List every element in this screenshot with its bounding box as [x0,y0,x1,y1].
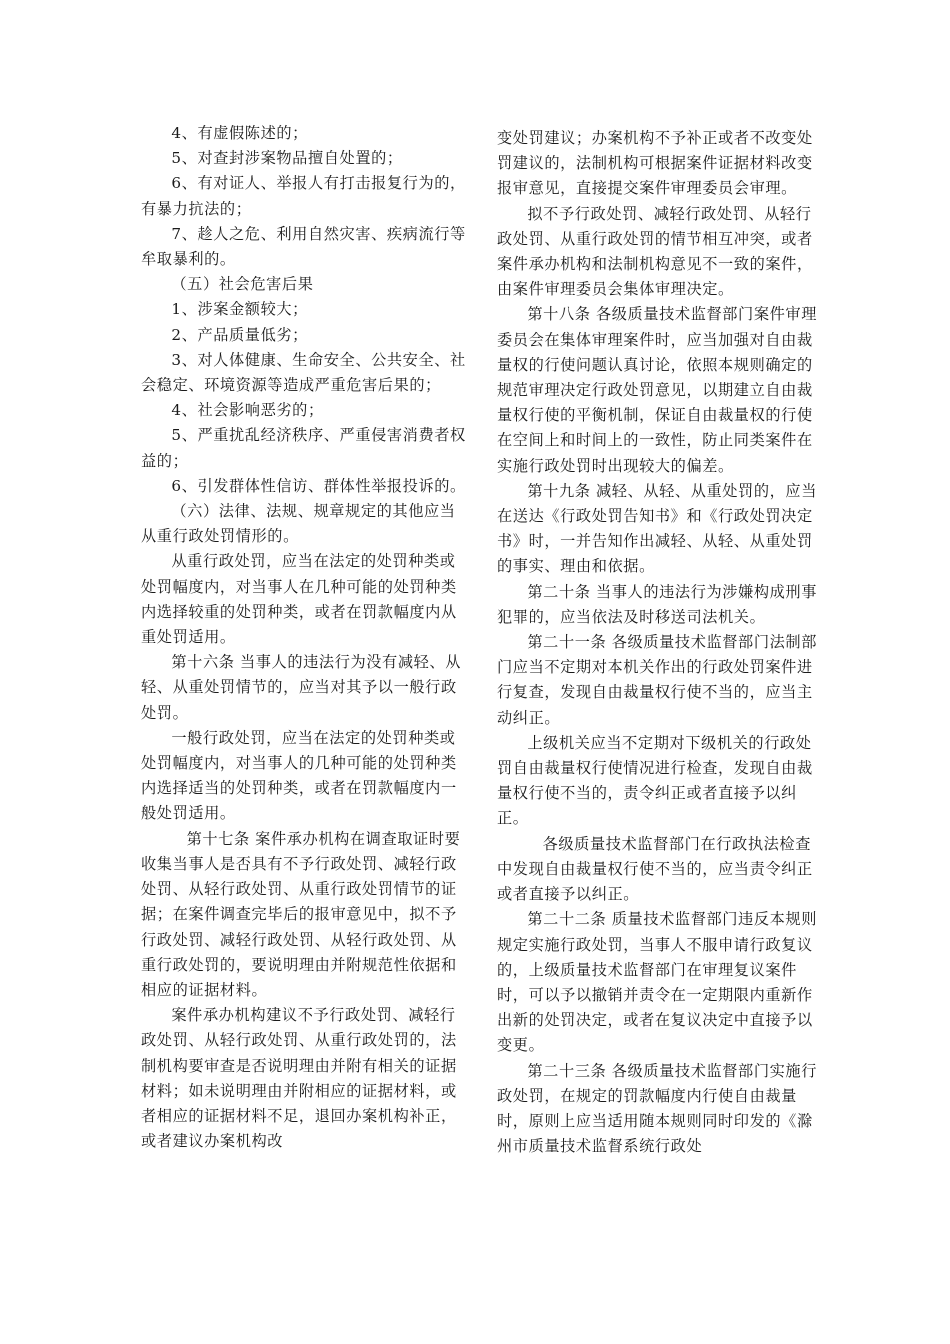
article-paragraph: 第十九条 减轻、从轻、从重处罚的，应当在送达《行政处罚告知书》和《行政处罚决定书》时，一并告知作出减轻、从轻、从重处罚的事实、理由和依据。 [497,481,817,576]
paragraph: 各级质量技术监督部门在行政执法检查中发现自由裁量权行使不当的，应当责令纠正或者直接予以纠正。 [497,834,813,904]
article-paragraph: 第二十一条 各级质量技术监督部门法制部门应当不定期对本机关作出的行政处罚案件进行复查，发现自由裁量权行使不当的，应当主动纠正。 [497,633,817,727]
paragraph: 案件承办机构建议不予行政处罚、减轻行政处罚、从轻行政处罚、从重行政处罚的，法制机构要审查是否说明理由并附有相关的证据材料；如未说明理由并附相应的证据材料，或者相应的证据材料不足，退回办案机构补正，或者建议办案机构改 [141,1006,457,1151]
paragraph: 拟不予行政处罚、减轻行政处罚、从轻行政处罚、从重行政处罚的情节相互冲突，或者案件承办机构和法制机构意见不一致的案件，由案件审理委员会集体审理决定。 [497,204,813,299]
article-paragraph: 第十八条 各级质量技术监督部门案件审理委员会在集体审理案件时，应当加强对自由裁量权的行使问题认真讨论，依照本规则确定的规范审理决定行政处罚意见，以期建立自由裁量权行使的平衡机制，保证自由裁量权的行使在空间上和时间上的一致性，防止同类案件在实施行政处罚时出现较大的偏差。 [497,305,817,475]
paragraph: 一般行政处罚，应当在法定的处罚种类或处罚幅度内，对当事人的几种可能的处罚种类内选择适当的处罚种类，或者在罚款幅度内一般处罚适用。 [141,728,457,823]
paragraph: 6、有对证人、举报人有打击报复行为的，有暴力抗法的； [141,174,466,218]
left-column [141,121,467,1154]
paragraph: 从重行政处罚，应当在法定的处罚种类或处罚幅度内，对当事人在几种可能的处罚种类内选择较重的处罚种类，或者在罚款幅度内从重处罚适用。 [141,552,457,647]
article-paragraph: 第十七条 案件承办机构在调查取证时要收集当事人是否具有不予行政处罚、减轻行政处罚、从轻行政处罚、从重行政处罚情节的证据；在案件调查完毕后的报审意见中，拟不予行政处罚、减轻行政处罚、从轻行政处罚、从重行政处罚的，要说明理由并附规范性依据和相应的证据材料。 [141,829,461,999]
paragraph: 5、对查封涉案物品擅自处置的； [171,149,403,168]
article-paragraph: 第二十二条 质量技术监督部门违反本规则规定实施行政处罚，当事人不服申请行政复议的，上级质量技术监督部门在审理复议案件时，可以予以撤销并责令在一定期限内重新作出新的处罚决定，或者在复议决定中直接予以变更。 [497,910,817,1055]
article-paragraph: 第十六条 当事人的违法行为没有减轻、从轻、从重处罚情节的，应当对其予以一般行政处罚。 [141,653,461,722]
right-column [497,126,823,1159]
paragraph: 3、对人体健康、生命安全、公共安全、社会稳定、环境资源等造成严重危害后果的； [141,350,466,395]
paragraph: 1、涉案金额较大； [171,300,308,319]
section-heading: （五）社会危害后果 [171,275,314,294]
paragraph: 上级机关应当不定期对下级机关的行政处罚自由裁量权行使情况进行检查，发现自由裁量权行使不当的，责令纠正或者直接予以纠正。 [497,733,813,828]
paragraph: 2、产品质量低劣； [171,325,308,344]
paragraph: 4、有虚假陈述的； [171,124,308,142]
section-heading: （六）法律、法规、规章规定的其他应当从重行政处罚情形的。 [141,502,456,546]
article-paragraph: 第二十条 当事人的违法行为涉嫌构成刑事犯罪的，应当依法及时移送司法机关。 [497,582,817,626]
paragraph: 7、趁人之危、利用自然灾害、疾病流行等牟取暴利的。 [141,224,466,269]
paragraph: 5、严重扰乱经济秩序、严重侵害消费者权益的； [141,426,466,470]
article-paragraph: 第二十三条 各级质量技术监督部门实施行政处罚，在规定的罚款幅度内行使自由裁量时，原则上应当适用随本规则同时印发的《滁州市质量技术监督系统行政处 [497,1061,817,1156]
paragraph-continued: 变处罚建议；办案机构不予补正或者不改变处罚建议的，法制机构可根据案件证据材料改变报审意见，直接提交案件审理委员会审理。 [497,129,813,198]
paragraph: 4、社会影响恶劣的； [171,401,324,420]
paragraph: 6、引发群体性信访、群体性举报投诉的。 [171,476,466,495]
